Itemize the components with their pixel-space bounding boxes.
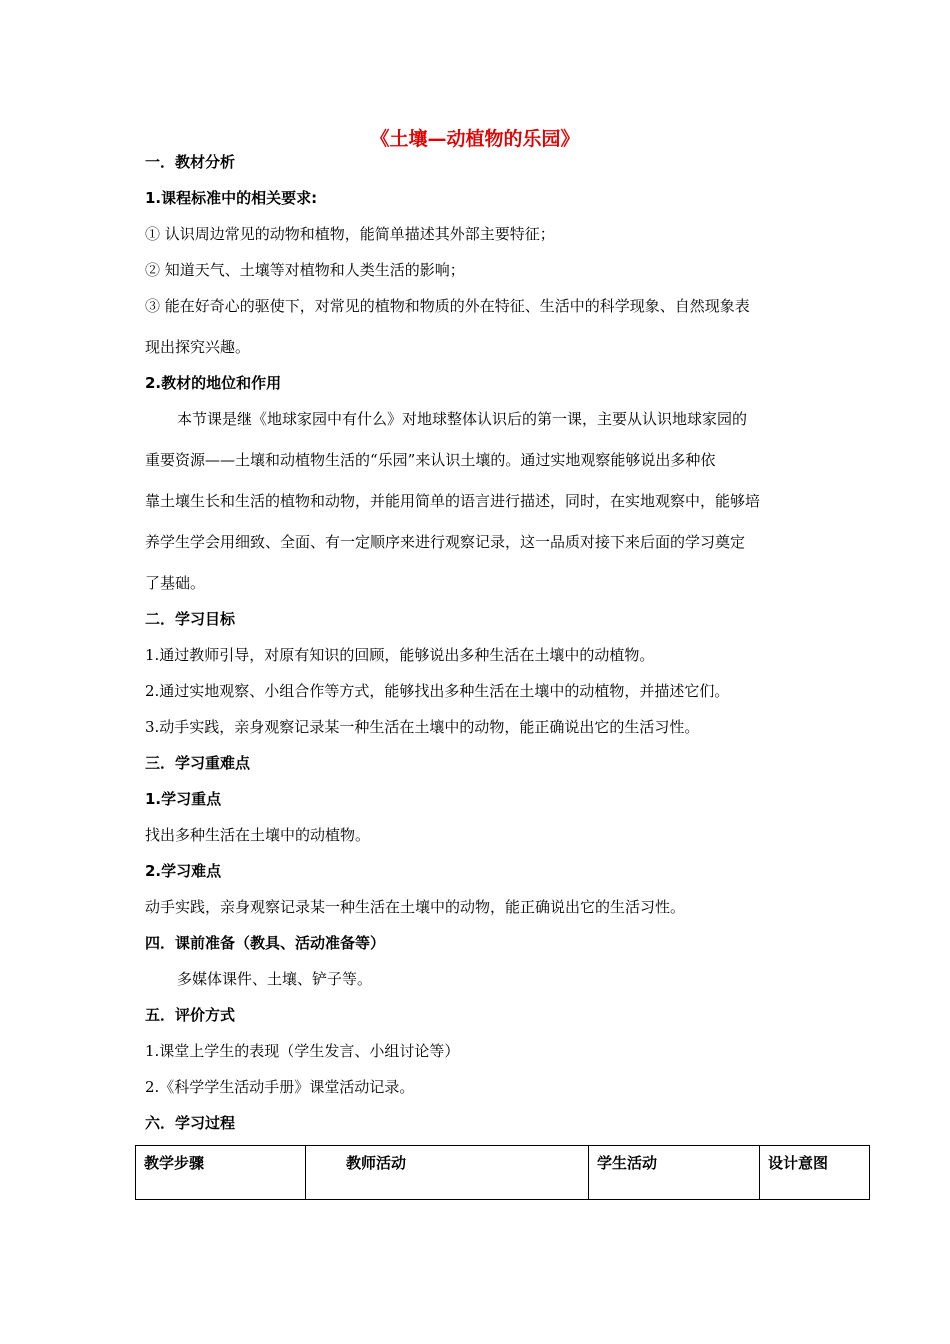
list-item: ③ 能在好奇心的驱使下，对常见的植物和物质的外在特征、生活中的科学现象、自然现象表 (145, 297, 750, 315)
subsection-heading: 1.课程标准中的相关要求: (145, 189, 318, 207)
section-heading: 四．课前准备（教具、活动准备等） (145, 934, 386, 952)
header-cell-student: 学生活动 (589, 1146, 760, 1200)
list-item: ② 知道天气、土壤等对植物和人类生活的影响； (145, 261, 465, 279)
header-cell-teacher: 教师活动 (306, 1146, 589, 1200)
list-item: 3.动手实践，亲身观察记录某一种生活在土壤中的动物，能正确说出它的生活习性。 (145, 718, 700, 736)
subsection-heading: 2.教材的地位和作用 (145, 374, 282, 392)
list-item: ① 认识周边常见的动物和植物，能简单描述其外部主要特征； (145, 225, 555, 243)
header-cell-step: 教学步骤 (136, 1146, 306, 1200)
subsection-heading: 1.学习重点 (145, 790, 222, 808)
document-title: 《土壤—动植物的乐园》 (370, 128, 580, 150)
paragraph-line: 重要资源——土壤和动植物生活的“乐园”来认识土壤的。通过实地观察能够说出多种依 (145, 451, 716, 469)
section-heading: 二．学习目标 (145, 610, 236, 628)
paragraph-line: 养学生学会用细致、全面、有一定顺序来进行观察记录，这一品质对接下来后面的学习奠定 (145, 533, 746, 551)
section-heading: 三．学习重难点 (145, 754, 251, 772)
header-cell-intent: 设计意图 (760, 1146, 870, 1200)
list-item: 1.通过教师引导，对原有知识的回顾，能够说出多种生活在土壤中的动植物。 (145, 646, 655, 664)
learning-process-table (135, 1145, 870, 1200)
paragraph-line: 本节课是继《地球家园中有什么》对地球整体认识后的第一课，主要从认识地球家园的 (177, 410, 748, 428)
body-text: 找出多种生活在土壤中的动植物。 (145, 826, 371, 844)
section-heading: 一．教材分析 (145, 153, 236, 171)
list-item: 1.课堂上学生的表现（学生发言、小组讨论等） (145, 1042, 460, 1060)
list-item: 现出探究兴趣。 (145, 338, 251, 356)
subsection-heading: 2.学习难点 (145, 862, 222, 880)
list-item: 2.《科学学生活动手册》课堂活动记录。 (145, 1078, 415, 1096)
paragraph-line: 靠土壤生长和生活的植物和动物，并能用简单的语言进行描述，同时，在实地观察中，能够培 (145, 492, 761, 510)
body-text: 动手实践，亲身观察记录某一种生活在土壤中的动物，能正确说出它的生活习性。 (145, 898, 686, 916)
table-header-row (136, 1146, 870, 1200)
section-heading: 六．学习过程 (145, 1114, 236, 1132)
list-item: 2.通过实地观察、小组合作等方式，能够找出多种生活在土壤中的动植物，并描述它们。 (145, 682, 730, 700)
paragraph-line: 了基础。 (145, 574, 206, 592)
body-text: 多媒体课件、土壤、铲子等。 (177, 970, 373, 988)
section-heading: 五．评价方式 (145, 1006, 236, 1024)
